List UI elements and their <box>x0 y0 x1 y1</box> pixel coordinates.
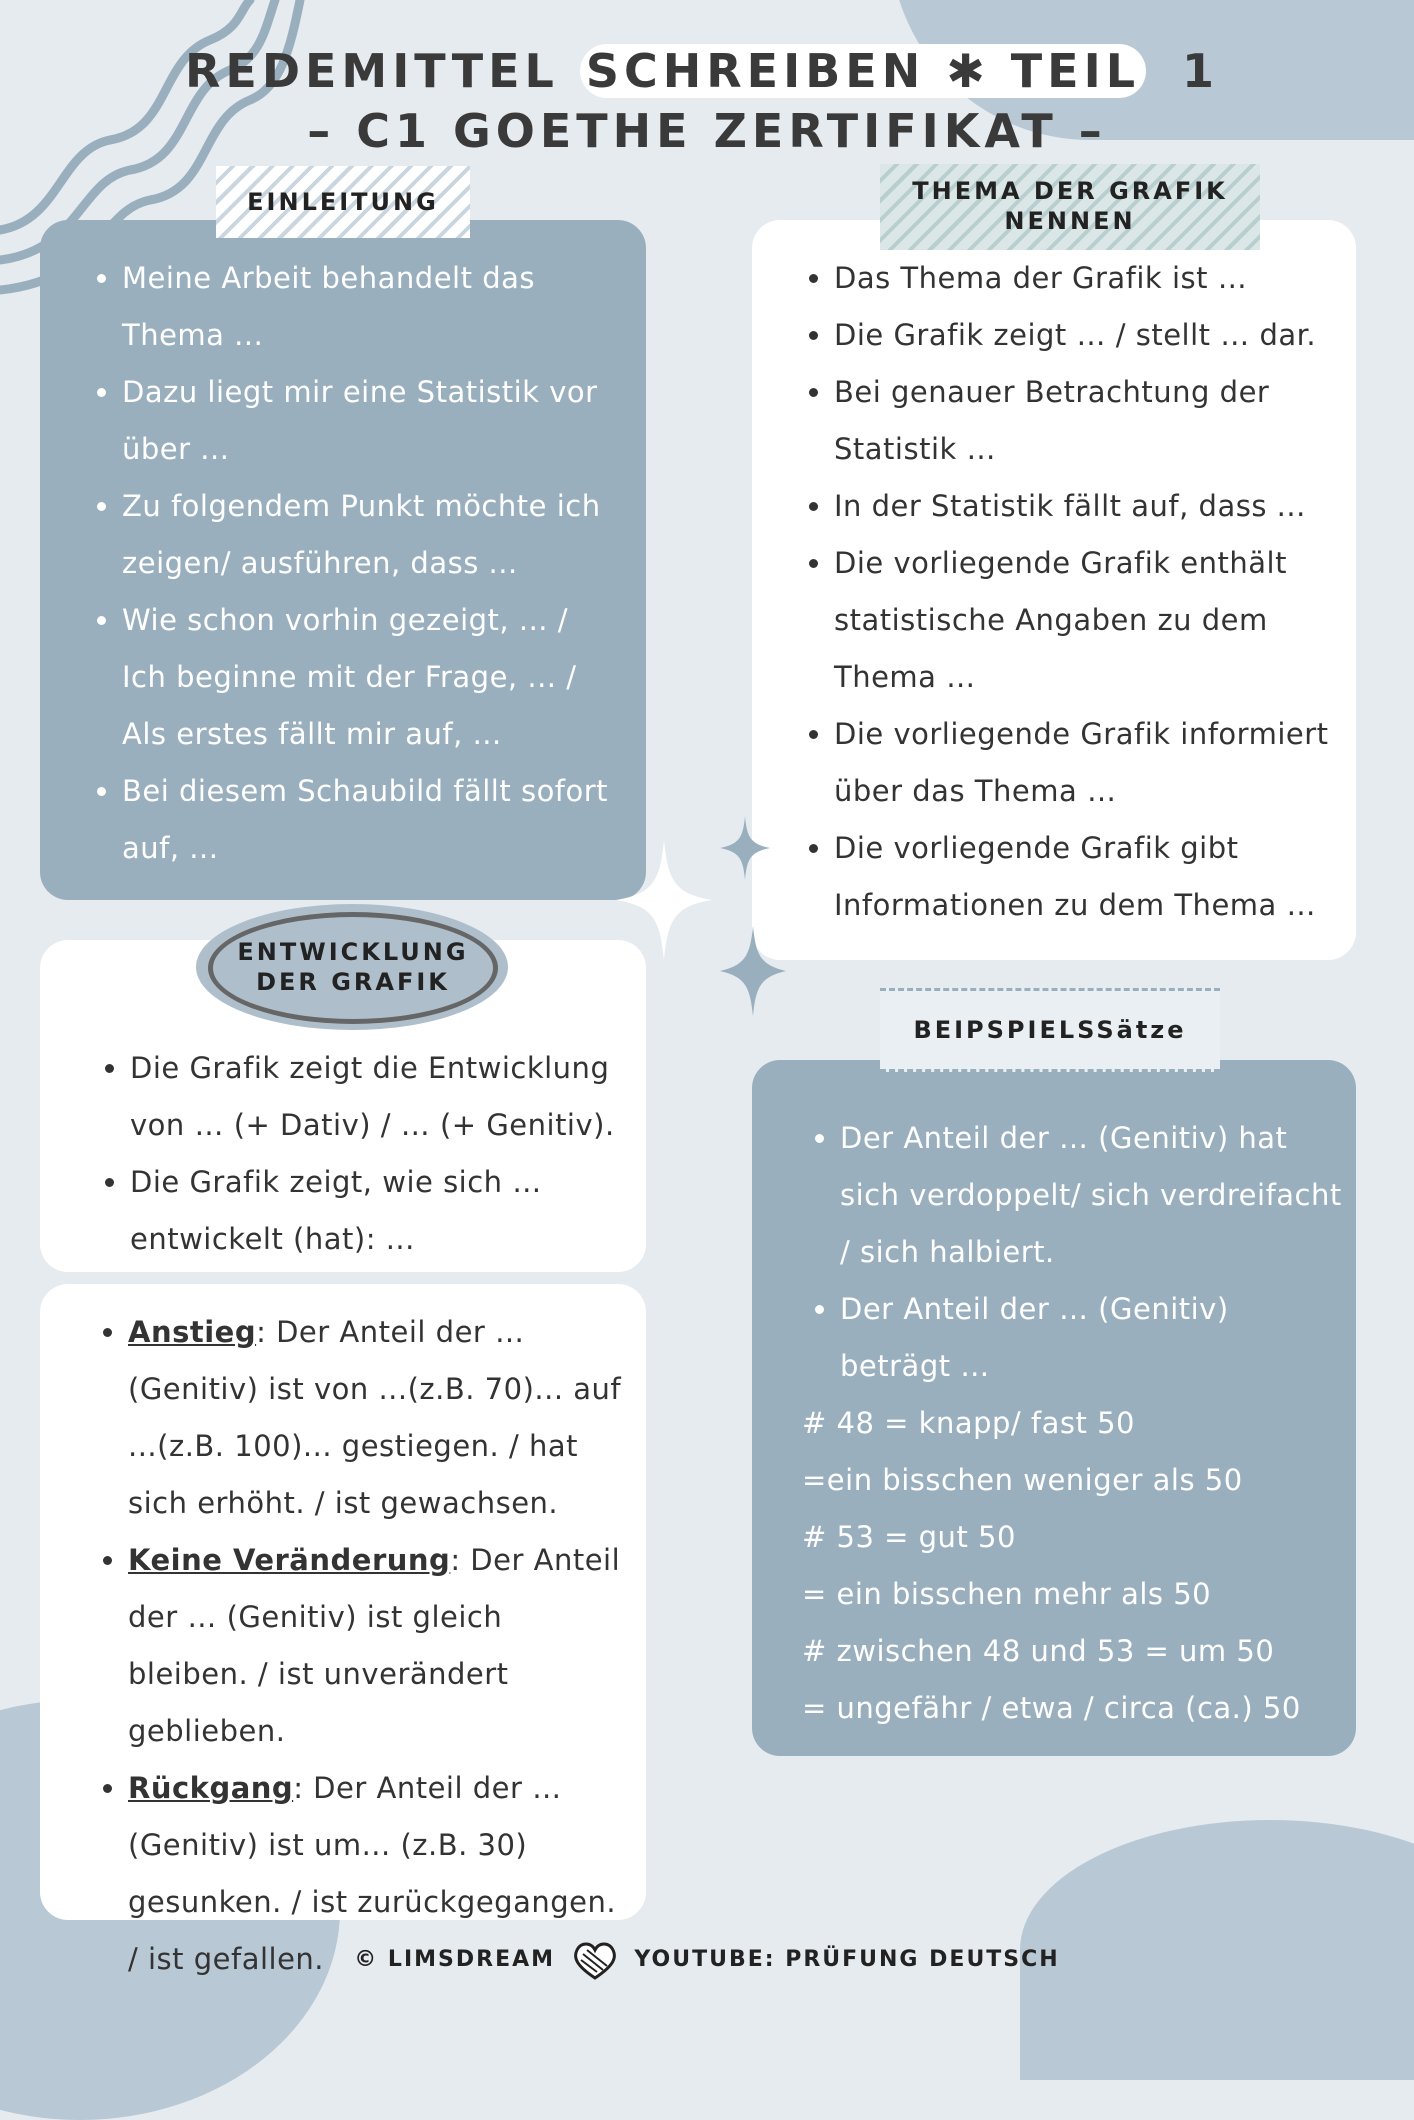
list-item: • Dazu liegt mir eine Statistik vor über ... <box>122 364 622 478</box>
page-title: REDEMITTEL SCHREIBEN ✱ TEIL 1 – C1 GOETHE ZERTIFIKAT – <box>0 40 1414 160</box>
einleitung-label: EINLEITUNG <box>216 166 470 238</box>
einleitung-card <box>40 220 646 900</box>
list-item: • Die vorliegende Grafik gibt Informationen zu dem Thema … <box>834 820 1336 934</box>
list-item: # zwischen 48 und 53 = um 50 <box>802 1634 1275 1668</box>
heart-icon <box>573 1940 617 1980</box>
veraenderung-list <box>90 1304 626 1988</box>
list-item: # 48 = knapp/ fast 50 <box>802 1406 1135 1440</box>
list-item: • Das Thema der Grafik ist … <box>834 250 1336 307</box>
list-item: • Bei diesem Schaubild fällt sofort auf, ... <box>122 763 622 877</box>
list-item: • Die Grafik zeigt, wie sich … entwickelt (hat): ... <box>130 1154 626 1268</box>
thema-list <box>796 250 1336 934</box>
entwicklung-label: ENTWICKLUNG DER GRAFIK <box>208 912 498 1024</box>
list-item: • Die Grafik zeigt die Entwicklung von … (+ Dativ) / … (+ Genitiv). <box>130 1040 626 1154</box>
list-item: • Die vorliegende Grafik enthält statistische Angaben zu dem Thema … <box>834 535 1336 706</box>
footer: © LIMSDREAM YOUTUBE: PRÜFUNG DEUTSCH <box>0 1940 1414 1980</box>
list-item: • Meine Arbeit behandelt das Thema ... <box>122 250 622 364</box>
term-anstieg: Anstieg <box>128 1315 257 1349</box>
list-item: • Bei genauer Betrachtung der Statistik … <box>834 364 1336 478</box>
list-item: • Zu folgendem Punkt möchte ich zeigen/ ausführen, dass ... <box>122 478 622 592</box>
term-keine-veraenderung: Keine Veränderung <box>128 1543 451 1577</box>
beispiel-list <box>802 1110 1342 1737</box>
einleitung-list <box>84 250 622 877</box>
entwicklung-list <box>92 1040 626 1268</box>
list-item: • Rückgang: Der Anteil der … (Genitiv) ist um... (z.B. 30) gesunken. / ist zurückgegangen. / ist gefallen. <box>128 1760 626 1988</box>
term-rueckgang: Rückgang <box>128 1771 294 1805</box>
list-item: • Der Anteil der … (Genitiv) hat sich verdoppelt/ sich verdreifacht / sich halbiert. <box>840 1110 1342 1281</box>
list-item: • In der Statistik fällt auf, dass ... <box>834 478 1336 535</box>
thema-card <box>752 220 1356 960</box>
sparkle-icon <box>720 816 770 880</box>
list-item: • Wie schon vorhin gezeigt, ... / Ich beginne mit der Frage, ... / Als erstes fällt mir auf, ... <box>122 592 622 763</box>
list-item: • Der Anteil der … (Genitiv) beträgt … <box>840 1281 1342 1395</box>
beispiel-card <box>752 1060 1356 1756</box>
veraenderung-card <box>40 1284 646 1976</box>
list-item: = ein bisschen mehr als 50 <box>802 1577 1212 1611</box>
beispiel-label: BEIPSPIELSSätze <box>880 988 1220 1072</box>
list-item: = ungefähr / etwa / circa (ca.) 50 <box>802 1691 1301 1725</box>
list-item: =ein bisschen weniger als 50 <box>802 1463 1243 1497</box>
list-item: • Die vorliegende Grafik informiert über das Thema … <box>834 706 1336 820</box>
thema-label: THEMA DER GRAFIK NENNEN <box>880 164 1260 250</box>
list-item: • Die Grafik zeigt … / stellt … dar. <box>834 307 1336 364</box>
list-item: • Keine Veränderung: Der Anteil der … (Genitiv) ist gleich bleiben. / ist unverändert geblieben. <box>128 1532 626 1760</box>
sparkle-icon <box>720 926 786 1016</box>
list-item: # 53 = gut 50 <box>802 1520 1016 1554</box>
list-item: • Anstieg: Der Anteil der … (Genitiv) ist von ...(z.B. 70)... auf ...(z.B. 100)... gestiegen. / hat sich erhöht. / ist gewachsen. <box>128 1304 626 1532</box>
